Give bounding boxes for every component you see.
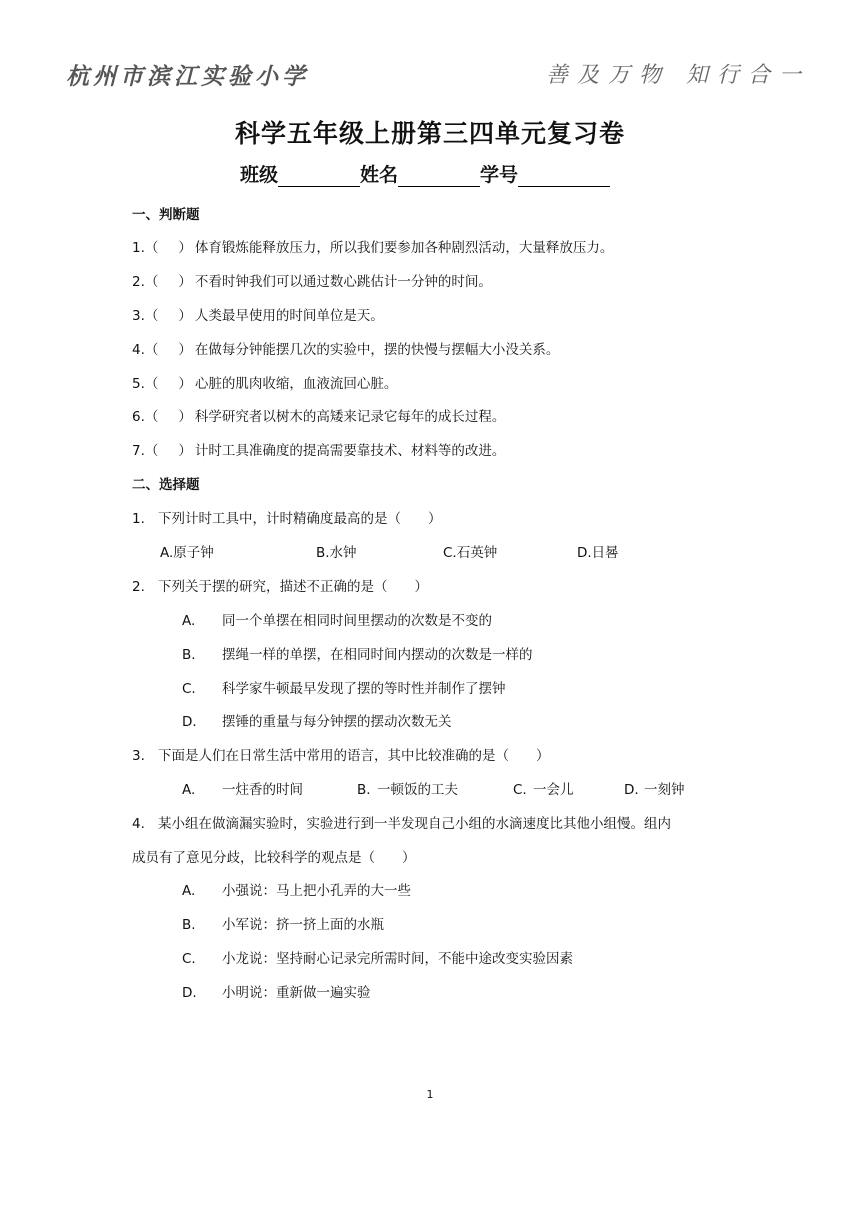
- section-heading-judgement: 一、判断题: [132, 207, 200, 223]
- choice-q4-option-c[interactable]: C. 小龙说：坚持耐心记录完所需时间，不能中途改变实验因素: [182, 951, 573, 967]
- answer-blank[interactable]: （ ）: [144, 409, 192, 425]
- judgement-item-4: 4.（ ） 在做每分钟能摆几次的实验中，摆的快慢与摆幅大小没关系。: [132, 338, 559, 358]
- choice-q2-option-c[interactable]: C. 科学家牛顿最早发现了摆的等时性并制作了摆钟: [182, 681, 506, 697]
- school-name: 杭州市滨江实验小学: [66, 63, 309, 90]
- section-heading-choice: 二、选择题: [132, 477, 200, 493]
- choice-q4-option-d[interactable]: D. 小明说：重新做一遍实验: [182, 985, 371, 1001]
- judgement-item-6: 6.（ ） 科学研究者以树木的高矮来记录它每年的成长过程。: [132, 405, 505, 425]
- class-blank[interactable]: [278, 166, 360, 187]
- answer-blank[interactable]: （ ）: [144, 443, 192, 459]
- judgement-item-3: 3.（ ） 人类最早使用的时间单位是天。: [132, 304, 384, 324]
- school-motto: 善及万物 知行合一: [546, 63, 810, 88]
- answer-blank[interactable]: （ ）: [144, 376, 192, 392]
- choice-q2-option-b[interactable]: B. 摆绳一样的单摆，在相同时间内摆动的次数是一样的: [182, 647, 533, 663]
- choice-q2-option-a[interactable]: A. 同一个单摆在相同时间里摆动的次数是不变的: [182, 613, 492, 629]
- choice-question-4: 4. 某小组在做滴漏实验时，实验进行到一半发现自己小组的水滴速度比其他小组慢。组内: [132, 816, 671, 832]
- page-title: 科学五年级上册第三四单元复习卷: [234, 119, 625, 148]
- choice-q1-option-a[interactable]: A.原子钟: [160, 545, 214, 561]
- choice-q3-option-c[interactable]: C. 一会儿: [513, 782, 574, 798]
- choice-question-3: 3. 下面是人们在日常生活中常用的语言，其中比较准确的是（ ）: [132, 748, 550, 764]
- choice-question-4-cont: 成员有了意见分歧，比较科学的观点是（ ）: [132, 850, 416, 866]
- answer-blank[interactable]: （ ）: [144, 342, 192, 358]
- name-label: 姓名: [360, 164, 399, 186]
- student-info-line: [240, 160, 610, 187]
- answer-blank[interactable]: （ ）: [144, 240, 192, 256]
- choice-q1-option-b[interactable]: B.水钟: [316, 545, 357, 561]
- page-number: 1: [426, 1088, 434, 1101]
- choice-q4-option-b[interactable]: B. 小军说：挤一挤上面的水瓶: [182, 917, 384, 933]
- answer-blank[interactable]: （ ）: [144, 274, 192, 290]
- class-label: 班级: [240, 164, 279, 186]
- name-blank[interactable]: [398, 166, 480, 187]
- choice-q1-option-c[interactable]: C.石英钟: [443, 545, 498, 561]
- choice-q3-option-b[interactable]: B. 一顿饭的工夫: [357, 782, 458, 798]
- judgement-item-2: 2.（ ） 不看时钟我们可以通过数心跳估计一分钟的时间。: [132, 270, 492, 290]
- judgement-item-7: 7.（ ） 计时工具准确度的提高需要靠技术、材料等的改进。: [132, 439, 505, 459]
- choice-question-2: 2. 下列关于摆的研究，描述不正确的是（ ）: [132, 579, 428, 595]
- choice-q4-option-a[interactable]: A. 小强说：马上把小孔弄的大一些: [182, 883, 411, 899]
- choice-question-1: 1. 下列计时工具中，计时精确度最高的是（ ）: [132, 511, 442, 527]
- answer-blank[interactable]: （ ）: [144, 308, 192, 324]
- choice-q3-option-a[interactable]: A. 一炷香的时间: [182, 782, 303, 798]
- id-label: 学号: [480, 164, 519, 186]
- choice-q3-option-d[interactable]: D. 一刻钟: [624, 782, 685, 798]
- choice-q1-option-d[interactable]: D.日晷: [577, 545, 619, 561]
- judgement-item-5: 5.（ ） 心脏的肌肉收缩，血液流回心脏。: [132, 372, 397, 392]
- choice-q2-option-d[interactable]: D. 摆锤的重量与每分钟摆的摆动次数无关: [182, 714, 452, 730]
- id-blank[interactable]: [518, 166, 610, 187]
- judgement-item-1: 1.（ ） 体育锻炼能释放压力，所以我们要参加各种剧烈活动，大量释放压力。: [132, 236, 613, 256]
